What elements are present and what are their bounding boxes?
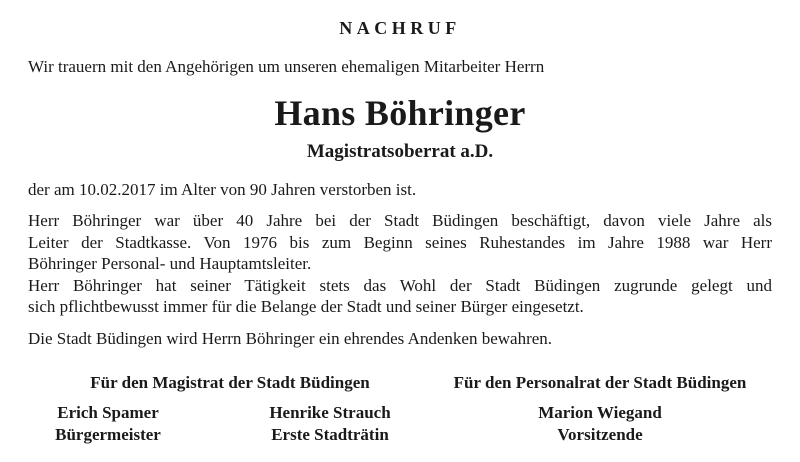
signatory-role: Erste Stadträtin bbox=[271, 425, 389, 444]
signatory-name: Marion Wiegand bbox=[538, 403, 662, 422]
signatory-block bbox=[20, 402, 196, 446]
tribute-line: Herr Böhringer war über 40 Jahre bei der Stadt Büdingen beschäftigt, davon viele Jahre als bbox=[28, 211, 772, 230]
tribute-line: Herr Böhringer hat seiner Tätigkeit stets das Wohl der Stadt Büdingen zugrunde gelegt und bbox=[28, 275, 772, 295]
signatory-block bbox=[520, 402, 680, 446]
signatory-role: Bürgermeister bbox=[55, 425, 161, 444]
tribute-line: sich pflichtbewusst immer für die Belange der Stadt und seiner Bürger eingesetzt. bbox=[28, 297, 584, 316]
death-line: der am 10.02.2017 im Alter von 90 Jahren verstorben ist. bbox=[28, 180, 417, 199]
deceased-title: Magistratsoberrat a.D. bbox=[306, 141, 494, 162]
tribute-line: Leiter der Stadtkasse. Von 1976 bis zum Beginn seines Ruhestandes im Jahre 1988 war Herr bbox=[28, 232, 772, 252]
deceased-name: Hans Böhringer bbox=[274, 93, 526, 133]
closing-text: Die Stadt Büdingen wird Herrn Böhringer ein ehrendes Andenken bewahren. bbox=[28, 329, 553, 348]
tribute-line: Böhringer Personal- und Hauptamtsleiter. bbox=[28, 254, 312, 273]
personalrat-heading: Für den Personalrat der Stadt Büdingen bbox=[453, 373, 747, 392]
signatory-name: Henrike Strauch bbox=[269, 403, 391, 422]
signatory-name: Erich Spamer bbox=[57, 403, 159, 422]
tribute-body bbox=[28, 210, 772, 318]
intro-text: Wir trauern mit den Angehörigen um unseren ehemaligen Mitarbeiter Herrn bbox=[28, 57, 545, 76]
notice-heading: NACHRUF bbox=[339, 18, 461, 38]
signatory-block bbox=[240, 402, 420, 446]
magistrat-heading: Für den Magistrat der Stadt Büdingen bbox=[90, 373, 370, 392]
signatory-role: Vorsitzende bbox=[557, 425, 643, 444]
